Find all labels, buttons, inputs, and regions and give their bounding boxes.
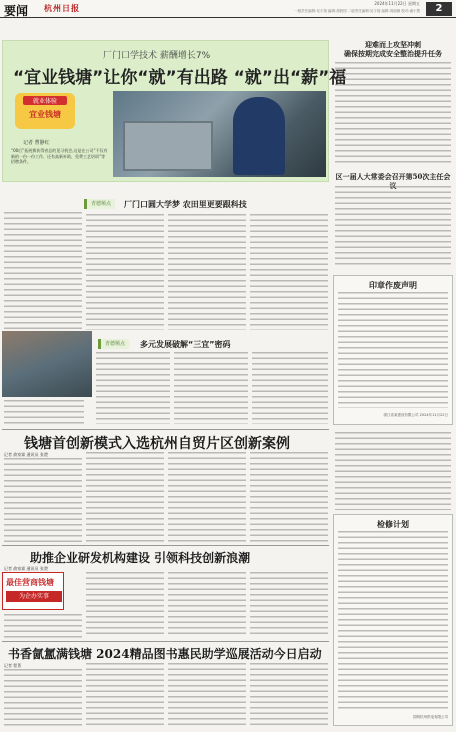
notice-title: 印章作废声明	[369, 281, 417, 290]
story-byline-1: 记者 俞家霖 通讯员 张澄	[4, 452, 48, 457]
photo-machine	[123, 121, 213, 171]
story-byline-3: 记者 程菁	[4, 663, 22, 668]
text-column	[250, 663, 328, 727]
divider	[2, 429, 329, 430]
right-headline-2: 确保按期完成安全整治提升任务	[344, 49, 442, 58]
notice-company-name: 浙江省某建设有限公司	[383, 413, 419, 417]
text-column	[335, 186, 451, 266]
subhead-2: 多元发展破解“三宜”密码	[140, 340, 231, 349]
photo-worker	[233, 97, 285, 175]
text-column	[168, 663, 246, 727]
text-column	[168, 572, 246, 638]
right-headline-3: 区一届人大常委会召开第50次主任会议	[335, 172, 451, 190]
text-column	[250, 572, 328, 638]
notice-box	[333, 275, 453, 425]
story-headline-2: 助推企业研发机构建设 引领科技创新浪潮	[30, 551, 251, 565]
text-column	[335, 432, 451, 510]
text-column	[250, 214, 328, 330]
text-column	[335, 62, 451, 166]
text-column	[4, 458, 82, 542]
text-column	[174, 352, 248, 424]
text-column	[4, 669, 82, 727]
notice-date: 2024年11月22日	[419, 413, 448, 417]
feature-photo	[113, 91, 326, 177]
text-column	[86, 663, 164, 727]
story-headline-3: 书香氤氲满钱塘 2024精品图书惠民助学巡展活动今日启动	[8, 647, 322, 661]
masthead	[0, 0, 456, 18]
text-column	[86, 452, 164, 542]
story-byline-2: 记者 俞家霖 通讯员 张澄	[4, 566, 48, 571]
text-column	[4, 614, 82, 638]
page-number: 2	[426, 2, 452, 16]
feature-kicker: 厂门口学技术 薪酬增长7%	[103, 51, 211, 61]
subhead-tag-1: 青德频点	[84, 199, 115, 209]
promo-title: 最佳营商钱塘	[6, 578, 54, 587]
text-column	[168, 214, 246, 330]
feature-badge	[15, 93, 75, 129]
text-column	[86, 214, 164, 330]
story-photo	[2, 331, 92, 397]
feature-lead: “00后”拓展赛获得省总的见习机会,这是在公司“不仅有新的一份一份工作、还有高新补助、免费工艺培训”等招聘条件。	[11, 148, 108, 164]
badge-label: 就业体验	[23, 96, 67, 105]
badge-title: 宜业钱塘	[29, 110, 61, 119]
notice-company	[384, 413, 448, 418]
issue-date: 2024年11月22日 星期五	[374, 1, 420, 6]
text-column	[250, 452, 328, 542]
text-column	[338, 292, 448, 408]
text-column	[338, 531, 448, 711]
text-column	[86, 572, 164, 638]
text-column	[4, 212, 82, 330]
maintenance-box	[333, 514, 453, 726]
text-column	[4, 400, 84, 424]
feature-reporter: 记者 曹静红	[23, 140, 50, 146]
editor-credits: 一版责任编辑:吴宇翔 编辑:胡晨园 二版责任编辑:吴宇翔 编辑:周丽薇 校对:潘小慧	[294, 9, 420, 13]
right-column	[333, 40, 453, 58]
feature-story	[2, 40, 347, 182]
feature-headline: “宜业钱塘”让你“就”有出路 “就”出“薪”福	[13, 68, 347, 88]
text-column	[96, 352, 170, 424]
promo-subtitle: 为企办实事	[6, 591, 62, 602]
divider	[2, 641, 329, 642]
subhead-1: 厂门口圆大学梦 农田里更要跟科技	[124, 200, 247, 209]
maintenance-company: 国网杭州供电有限公司	[413, 715, 448, 719]
story-headline-1: 钱塘首创新模式入选杭州自贸片区创新案例	[24, 436, 290, 452]
divider	[2, 545, 329, 546]
paper-name: 杭州日报	[44, 4, 80, 13]
subhead-tag-2: 青德频点	[98, 339, 129, 349]
text-column	[252, 352, 328, 424]
text-column	[168, 452, 246, 542]
maintenance-title: 检修计划	[377, 520, 409, 529]
section-name: 要闻	[4, 4, 29, 18]
promo-banner	[2, 572, 64, 610]
right-headline-1: 迎难而上攻坚冲刺	[365, 40, 421, 49]
